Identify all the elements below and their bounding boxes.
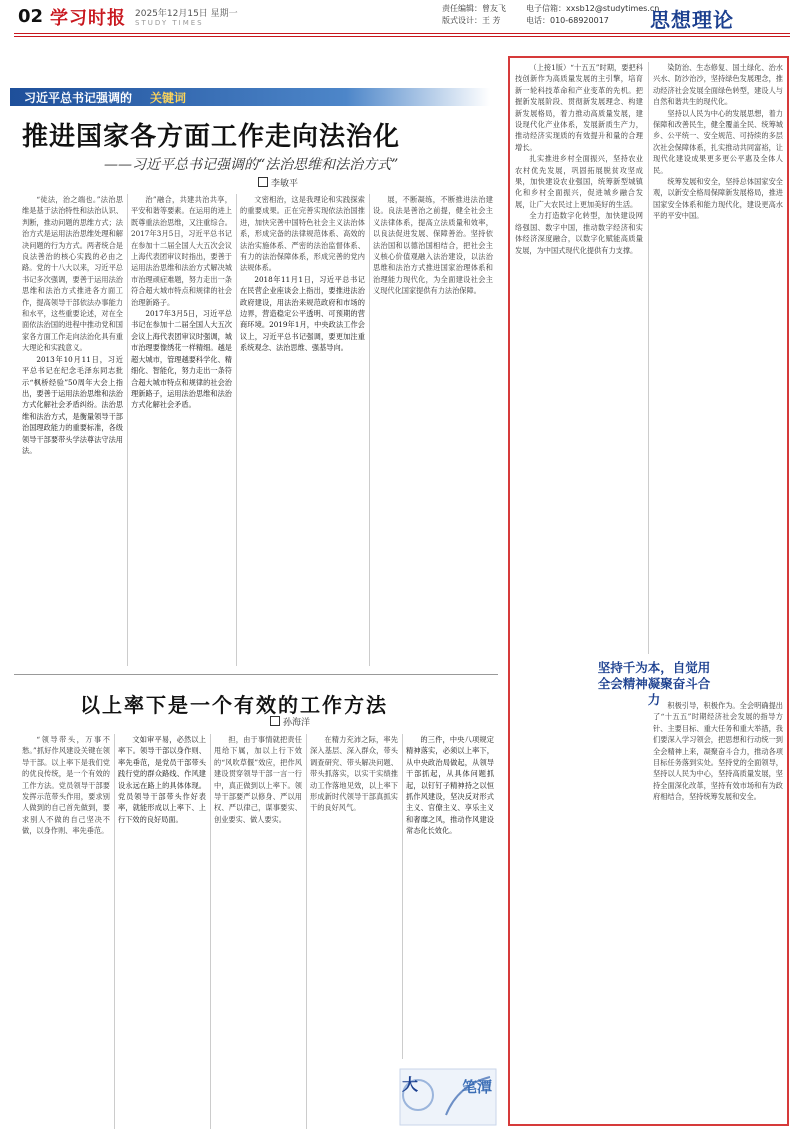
paragraph: 2017年3月5日，习近平总书记在参加十二届全国人大五次会议上海代表团审议时强调，城市治理要像绣花一样精细。越是超大城市，管理越要科学化、精细化、智能化，努力走出一条符合超大城市特点和规律的社会治理新路子，运用法治思维和法治方式化解社会矛盾。 (131, 309, 232, 410)
article2-headline: 以上率下是一个有效的工作方法 (80, 693, 388, 717)
header-divider-2 (14, 36, 790, 37)
paragraph: 坚持以人民为中心的发展思想，着力保障和改善民生，健全覆盖全民、统筹城乡、公平统一、安全规范、可持续的多层次社会保障体系，扎实推动共同富裕，让现代化建设成果更多更公平惠及全体人民。 (653, 108, 783, 175)
article3-column-3 (653, 700, 783, 1120)
column-logo-char: 大 (402, 1075, 419, 1094)
byline-square-icon (258, 177, 268, 187)
phone-line: 电话：010-68920017 (526, 16, 609, 25)
article2-column-4 (310, 734, 398, 1129)
newspaper-logo-en: STUDY TIMES (135, 19, 204, 27)
paragraph: 全力打造数字化转型，加快建设网络强国、数字中国，推动数字经济和实体经济深度融合，以数字化赋能高质量发展，为中国式现代化提供有力支撑。 (515, 211, 643, 255)
article-divider (14, 674, 498, 675)
paragraph: 文密相治，这是我理论和实践探索的重要成果。正在完善实现依法治国推进，加快完善中国特色社会主义法治体系，形成完备的法律规范体系、高效的法治实施体系、严密的法治监督体系、有力的法治保障体系，形成完善的党内法规体系。 (240, 195, 365, 273)
column-rule (648, 62, 649, 654)
section-title: 思想理论 (650, 8, 734, 32)
article2-column-1 (22, 734, 110, 1129)
issue-date: 2025年12月15日 星期一 (135, 9, 238, 19)
paragraph: 在精力充沛之际，率先深入基层、深入群众，带头调查研究、带头解决问题、带头抓落实，以实干实绩推动工作落地见效，以上率下形成新时代领导干部真抓实干的良好风气。 (310, 735, 398, 813)
paragraph: 2018年11月1日，习近平总书记在民营企业座谈会上指出，要推进法治政府建设，用法治来规范政府和市场的边界，营造稳定公平透明、可预期的营商环境。2019年1月，中央政法工作会议上，习近平总书记强调，要更加注重系统观念、法治思维、强基导向。 (240, 274, 365, 353)
paragraph: 的三件，中央八项规定精神落实，必须以上率下，从中央政治局做起，从领导干部抓起，从具体问题抓起，以钉钉子精神持之以恒抓作风建设，坚决反对形式主义、官僚主义、享乐主义和奢靡之风，推动作风建设常态化长效化。 (406, 735, 494, 836)
column-rule (402, 734, 403, 1059)
paragraph: 积极引导，积极作为。全会明确提出了“十五五”时期经济社会发展的指导方针、主要目标、重大任务和重大举措，我们要深入学习领会，把思想和行动统一到全会精神上来，凝聚奋斗合力，推动各项目标任务落到实处。坚持党的全面领导，坚持以人民为中心，坚持高质量发展，坚持全面深化改革，坚持有效市场和有为政府相结合，坚持统筹发展和安全。 (653, 701, 783, 802)
banner-tag: 关键词 (150, 91, 187, 105)
article1-column-2 (131, 194, 232, 666)
article1-headline: 推进国家各方面工作走向法治化 (22, 122, 401, 152)
column-rule (306, 734, 307, 1129)
article2-column-2 (118, 734, 206, 1129)
column-rule (127, 194, 128, 666)
article1-column-3 (240, 194, 365, 666)
column-logo-text: 笔潭 (462, 1078, 493, 1096)
article1-subhead: ——习近平总书记强调的“法治思维和法治方式” (104, 157, 399, 173)
paragraph: 文如审平易，必然以上率下。领导干部以身作则、率先垂范，是党员干部带头践行党的群众路线、作风建设永远在路上的具体体现。党员领导干部带头作好表率，就能形成以上率下、上行下效的良好局面。 (118, 735, 206, 824)
article2-column-3 (214, 734, 302, 1129)
article2-byline (270, 715, 310, 728)
paragraph: 2013年10月11日，习近平总书记在纪念毛泽东同志批示“枫桥经验”50周年大会上指出，要善于运用法治思维和法治方式化解社会矛盾纠纷。法治思维和法治方式，是衡量领导干部治国理政能力的重要标准，各级领导干部要带头学法尊法守法用法。 (22, 354, 123, 455)
contact-info (526, 3, 659, 27)
editor-info (442, 3, 506, 27)
paragraph: 治”融合，共建共治共享，平安和谐等要素。在运用的进上既尊重法治思维，又注重综合。2017年3月5日，习近平总书记在参加十二届全国人大五次会议上海代表团审议时指出，要善于运用法治思维和法治方式解决城市治理顽症难题，努力走出一条符合超大城市特点和规律的社会治理新路子。 (131, 195, 232, 307)
paragraph: “徒法，治之端也。”法治思维是基于法治特性和法治认识、判断，推动问题的思维方式；法治方式是运用法治思维处理和解决问题的行为方式。两者统合是良法善治的核心实践的必由之路。党的十八大以来，习近平总书记多次强调，要善于运用法治思维和法治方式推进各方面工作，提高领导干部依法办事能力和水平，这些重要论述，对在全面依法治国的进程中推动党和国家各方面工作走向法治化具有重大理论和实践意义。 (22, 195, 123, 353)
article1-column-1 (22, 194, 123, 666)
author-name: 李敏平 (271, 179, 299, 189)
banner-title: 习近平总书记强调的 (24, 91, 133, 105)
column-rule (210, 734, 211, 1129)
column-rule (236, 194, 237, 666)
designer-line: 版式设计：王 芳 (442, 16, 501, 25)
paragraph: 统筹发展和安全，坚持总体国家安全观，以新安全格局保障新发展格局，推进国家安全体系和能力现代化，建设更高水平的平安中国。 (653, 177, 783, 221)
page-number: 02 (18, 6, 44, 27)
newspaper-logo: 学习时报 (50, 8, 126, 29)
paragraph: 担，由于事情就把责任甩给下属，加以上行下效的“风吹草偃”效应，把作风建设贯穿领导干部一言一行中，真正做到以上率下。领导干部要严以修身、严以用权、严以律己，谋事要实、创业要实、做人要实。 (214, 735, 302, 824)
email-line: 电子信箱：xxsb12@studytimes.cn (526, 4, 660, 13)
paragraph: “领导带头，万事不愁。”抓好作风建设关键在领导干部。以上率下是我们党的优良传统，是一个有效的工作方法。党员领导干部要发挥示范带头作用，要求别人做到的自己首先做到，要求别人不做的自己坚决不做，以身作则、率先垂范。 (22, 735, 110, 836)
article2-column-5 (406, 734, 494, 1059)
header-divider (14, 33, 790, 34)
paragraph: 染防治、生态修复、国土绿化、治水兴水、防沙治沙，坚持绿色发展理念，推动经济社会发展全面绿色转型，建设人与自然和谐共生的现代化。 (653, 63, 783, 107)
editor-line: 责任编辑：曾友飞 (442, 4, 506, 13)
author-name: 孙海洋 (283, 718, 311, 728)
article3-subheading: 坚持千为本，自觉用全会精神凝聚奋斗合力 (597, 660, 711, 707)
article1-byline (258, 176, 298, 189)
column-rule (369, 194, 370, 666)
paragraph: 扎实推进乡村全面振兴，坚持农业农村优先发展，巩固拓展脱贫攻坚成果，加快建设农业强国，统筹新型城镇化和乡村全面振兴，促进城乡融合发展，让广大农民过上更加美好的生活。 (515, 154, 643, 209)
paragraph: （上接1版）“十五五”时期，要把科技创新作为高质量发展的主引擎，培育新一轮科技革命和产业变革的先机。把握新发展阶段、贯彻新发展理念、构建新发展格局，着力推动高质量发展，建设现代化产业体系，发展新质生产力，推动经济实现质的有效提升和量的合理增长。 (515, 63, 643, 152)
byline-square-icon (270, 716, 280, 726)
paragraph: 展，不断凝练，不断推进法治建设。良法是善治之前提，健全社会主义法律体系，提高立法质量和效率，以良法促进发展、保障善治。坚持依法治国和以德治国相结合，把社会主义核心价值观融入法治建设，以法治思维和法治方式推进国家治理体系和治理能力现代化，为全面建设社会主义现代化国家提供有力法治保障。 (373, 195, 493, 296)
article3-column-1 (515, 62, 643, 654)
column-rule (114, 734, 115, 1129)
article1-column-4 (373, 194, 493, 666)
article3-column-2 (653, 62, 783, 654)
